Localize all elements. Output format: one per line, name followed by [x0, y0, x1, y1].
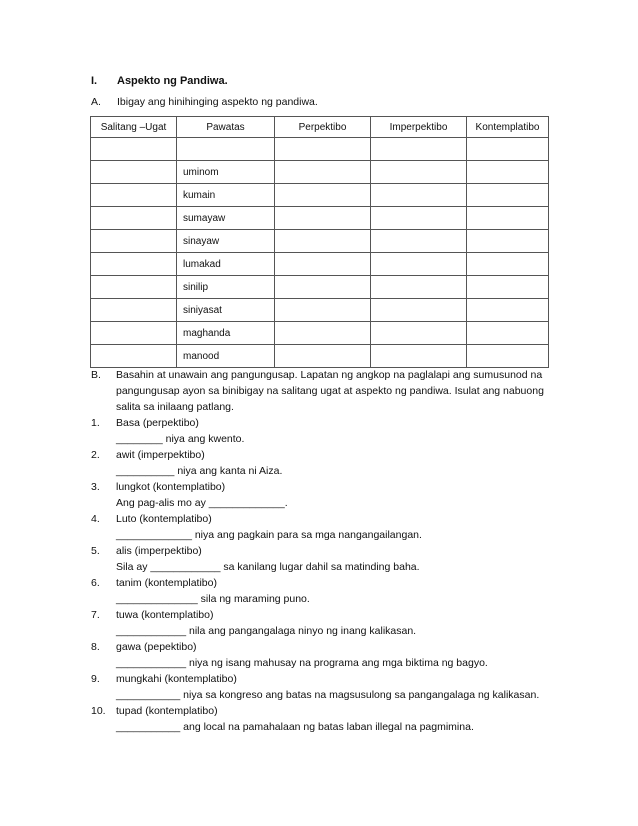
header-perpektibo: Perpektibo [275, 117, 371, 138]
section-heading [91, 75, 228, 87]
pawatas-cell: manood [177, 345, 275, 368]
item-cue: tanim (kontemplatibo) [116, 577, 217, 589]
answer-cell [275, 276, 371, 299]
answer-cell [275, 253, 371, 276]
answer-cell [467, 207, 549, 230]
item-cue: Luto (kontemplatibo) [116, 513, 212, 525]
table-row [91, 253, 549, 276]
exercise-item [91, 607, 561, 639]
item-cue: awit (imperpektibo) [116, 449, 205, 461]
item-number: 9. [91, 673, 100, 685]
table-row [91, 138, 549, 161]
pawatas-cell [177, 138, 275, 161]
answer-cell [275, 230, 371, 253]
item-cue: gawa (pepektibo) [116, 641, 197, 653]
item-cue: mungkahi (kontemplatibo) [116, 673, 237, 685]
table-row [91, 184, 549, 207]
table-row [91, 322, 549, 345]
pawatas-cell: uminom [177, 161, 275, 184]
item-cue: tupad (kontemplatibo) [116, 705, 218, 717]
pawatas-cell: lumakad [177, 253, 275, 276]
exercise-item [91, 415, 561, 447]
exercise-item [91, 639, 561, 671]
item-number: 5. [91, 545, 100, 557]
pawatas-cell: maghanda [177, 322, 275, 345]
item-sentence: Ang pag-alis mo ay _____________. [116, 497, 288, 509]
pawatas-cell: sinilip [177, 276, 275, 299]
section-title: Aspekto ng Pandiwa. [117, 75, 228, 87]
exercise-item [91, 671, 561, 703]
table-header-row [91, 117, 549, 138]
answer-cell [91, 276, 177, 299]
answer-cell [467, 322, 549, 345]
answer-cell [275, 138, 371, 161]
answer-cell [371, 161, 467, 184]
answer-cell [275, 345, 371, 368]
table-row [91, 207, 549, 230]
part-a-instruction [91, 96, 318, 108]
pawatas-cell: kumain [177, 184, 275, 207]
answer-cell [371, 345, 467, 368]
item-number: 3. [91, 481, 100, 493]
table-row [91, 230, 549, 253]
exercise-item [91, 479, 561, 511]
item-sentence: ____________ nila ang pangangalaga ninyo ng inang kalikasan. [116, 625, 417, 637]
item-sentence: __________ niya ang kanta ni Aiza. [116, 465, 283, 477]
exercise-item [91, 703, 561, 735]
answer-cell [467, 138, 549, 161]
item-number: 4. [91, 513, 100, 525]
answer-cell [371, 253, 467, 276]
item-cue: Basa (perpektibo) [116, 417, 199, 429]
item-number: 2. [91, 449, 100, 461]
answer-cell [275, 322, 371, 345]
answer-cell [275, 207, 371, 230]
answer-cell [91, 299, 177, 322]
exercise-item [91, 543, 561, 575]
answer-cell [371, 322, 467, 345]
answer-cell [275, 299, 371, 322]
answer-cell [371, 230, 467, 253]
item-cue: tuwa (kontemplatibo) [116, 609, 214, 621]
item-sentence: ____________ niya ng isang mahusay na programa ang mga biktima ng bagyo. [116, 657, 488, 669]
item-sentence: ________ niya ang kwento. [116, 433, 245, 445]
answer-cell [467, 299, 549, 322]
item-number: 10. [91, 705, 106, 717]
part-b-text: Basahin at unawain ang pangungusap. Lapatan ng angkop na paglalapi ang sumusunod na pangungusap ayon sa binibigay na salitang ugat at aspekto ng pandiwa. Isulat ang nabuong salita sa inilaang patlang. [116, 369, 544, 413]
answer-cell [91, 345, 177, 368]
pawatas-cell: sumayaw [177, 207, 275, 230]
pawatas-cell: sinayaw [177, 230, 275, 253]
answer-cell [91, 253, 177, 276]
item-number: 6. [91, 577, 100, 589]
answer-cell [371, 207, 467, 230]
header-salitang-ugat: Salitang –Ugat [91, 117, 177, 138]
table-row [91, 345, 549, 368]
table-row [91, 276, 549, 299]
header-imperpektibo: Imperpektibo [371, 117, 467, 138]
item-cue: alis (imperpektibo) [116, 545, 202, 557]
item-number: 8. [91, 641, 100, 653]
answer-cell [371, 276, 467, 299]
answer-cell [275, 161, 371, 184]
section-number: I. [91, 75, 98, 87]
answer-cell [91, 322, 177, 345]
table-row [91, 161, 549, 184]
answer-cell [467, 184, 549, 207]
answer-cell [371, 184, 467, 207]
header-pawatas: Pawatas [177, 117, 275, 138]
exercise-item [91, 511, 561, 543]
part-b-instruction [91, 367, 561, 415]
verb-aspect-table [90, 116, 549, 368]
exercise-item [91, 447, 561, 479]
pawatas-cell: siniyasat [177, 299, 275, 322]
part-a-text: Ibigay ang hinihinging aspekto ng pandiwa. [117, 96, 318, 108]
item-number: 7. [91, 609, 100, 621]
answer-cell [467, 230, 549, 253]
part-b [91, 367, 561, 735]
answer-cell [467, 276, 549, 299]
table-row [91, 299, 549, 322]
item-sentence: Sila ay ____________ sa kanilang lugar dahil sa matinding baha. [116, 561, 420, 573]
item-sentence: ______________ sila ng maraming puno. [116, 593, 310, 605]
item-number: 1. [91, 417, 100, 429]
item-sentence: _____________ niya ang pagkain para sa mga nangangailangan. [116, 529, 422, 541]
header-kontemplatibo: Kontemplatibo [467, 117, 549, 138]
answer-cell [91, 138, 177, 161]
answer-cell [275, 184, 371, 207]
exercise-item [91, 575, 561, 607]
answer-cell [467, 345, 549, 368]
item-cue: lungkot (kontemplatibo) [116, 481, 226, 493]
answer-cell [91, 184, 177, 207]
item-sentence: ___________ niya sa kongreso ang batas na magsusulong sa pangangalaga ng kalikasan. [116, 689, 540, 701]
part-a-label: A. [91, 96, 101, 108]
answer-cell [371, 299, 467, 322]
answer-cell [467, 161, 549, 184]
answer-cell [467, 253, 549, 276]
answer-cell [371, 138, 467, 161]
item-sentence: ___________ ang local na pamahalaan ng batas laban illegal na pagmimina. [116, 721, 474, 733]
answer-cell [91, 207, 177, 230]
answer-cell [91, 161, 177, 184]
part-b-label: B. [91, 369, 101, 381]
answer-cell [91, 230, 177, 253]
